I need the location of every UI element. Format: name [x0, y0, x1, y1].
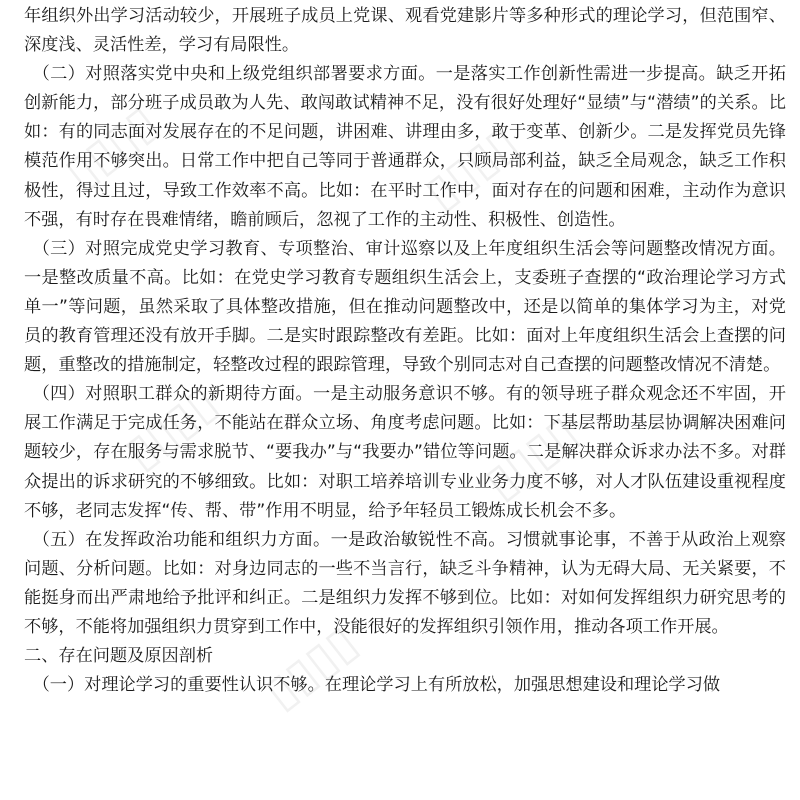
paragraph-section-4: （四）对照职工群众的新期待方面。一是主动服务意识不够。有的领导班子群众观念还不牢固，开展工作满足于完成任务，不能站在群众立场、角度考虑问题。比如：下基层帮助基层协调解决困难问题较少，存在服务与需求脱节、“要我办”与“我要办”错位等问题。二是解决群众诉求办法不多。对群众提出的诉求研究的不够细致。比如：对职工培养培训专业业务力度不够，对人才队伍建设重视程度不够，老同志发挥“传、帮、带”作用不明显，给予年轻员工锻炼成长机会不多。 [24, 384, 786, 521]
paragraph: 年组织外出学习活动较少，开展班子成员上党课、观看党建影片等多种形式的理论学习，但范围窄、深度浅、灵活性差，学习有局限性。 [24, 6, 786, 56]
paragraph-subsection-1: （一）对理论学习的重要性认识不够。在理论学习上有所放松，加强思想建设和理论学习做 [32, 675, 721, 696]
paragraph-section-5: （五）在发挥政治功能和组织力方面。一是政治敏锐性不高。习惯就事论事，不善于从政治上观察问题、分析问题。比如：对身边同志的一些不当言行，缺乏斗争精神，认为无碍大局、无关紧要，不能挺身而出严肃地给予批评和纠正。二是组织力发挥不够到位。比如：对如何发挥组织力研究思考的不够，不能将加强组织力贯穿到工作中，没能很好的发挥组织引领作用，推动各项工作开展。 [24, 529, 786, 637]
watermark: ▯▯▯▯ [114, 374, 228, 480]
watermark: ▯▯▯▯ [254, 614, 368, 720]
paragraph-section-3: （三）对照完成党史学习教育、专项整治、审计巡察以及上年度组织生活会等问题整改情况方面。一是整改质量不高。比如：在党史学习教育专题组织生活会上，支委班子查摆的“政治理论学习方式单一”等问题，虽然采取了具体整改措施，但在推动问题整改中，还是以简单的集体学习为主，对党员的教育管理还没有放开手脚。二是实时跟踪整改有差距。比如：面对上年度组织生活会上查摆的问题，重整改的措施制定，轻整改过程的跟踪管理，导致个别同志对自己查摆的问题整改情况不清楚。 [24, 238, 786, 376]
document-body [24, 2, 786, 700]
paragraph-section-2: （二）对照落实党中央和上级党组织部署要求方面。一是落实工作创新性需进一步提高。缺乏开拓创新能力，部分班子成员敢为人先、敢闯敢试精神不足，没有很好处理好“显绩”与“潜绩”的关系。比如：有的同志面对发展存在的不足问题，讲困难、讲理由多，敢于变革、创新少。二是发挥党员先锋模范作用不够突出。日常工作中把自己等同于普通群众，只顾局部利益，缺乏全局观念，缺乏工作积极性，得过且过，导致工作效率不高。比如：在平时工作中，面对存在的问题和困难，主动作为意识不强，有时存在畏难情绪，瞻前顾后，忽视了工作的主动性、积极性、创造性。 [24, 64, 786, 230]
watermark: ▯▯▯▯ [414, 114, 528, 220]
watermark: ▯▯▯▯ [474, 404, 588, 510]
watermark: ▯▯▯▯ [54, 94, 168, 200]
section-heading: 二、存在问题及原因剖析 [24, 646, 214, 667]
